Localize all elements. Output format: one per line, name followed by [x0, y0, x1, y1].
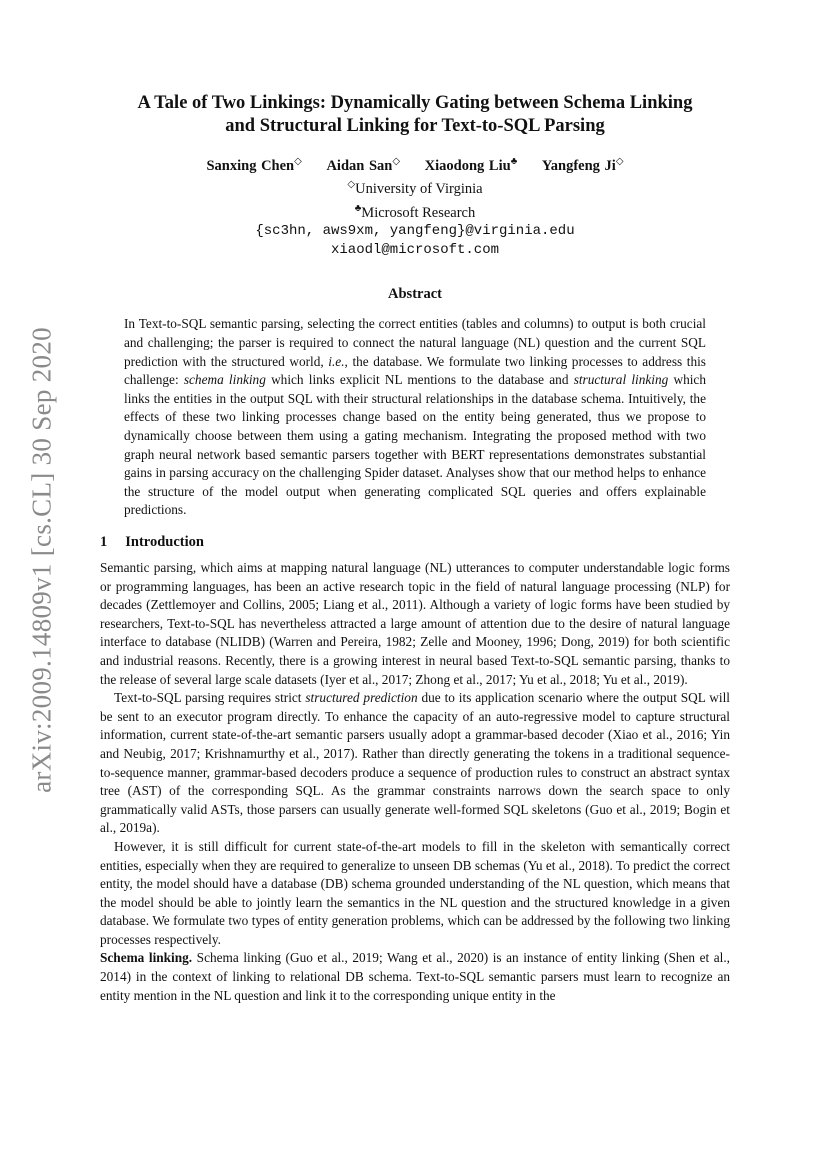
arxiv-identifier: arXiv:2009.14809v1 [cs.CL] 30 Sep 2020 [26, 327, 57, 793]
paper-page [100, 92, 730, 1005]
email-line: xiaodl@microsoft.com [330, 242, 500, 259]
affiliation: ♣Microsoft Research [354, 202, 476, 221]
affiliation: ◇University of Virginia [347, 178, 483, 197]
arxiv-sidebar [22, 327, 62, 793]
title-line-1: A Tale of Two Linkings: Dynamically Gating between Schema Linking [137, 93, 693, 113]
author: Sanxing Chen◇ [206, 156, 302, 174]
paper-title [100, 92, 730, 138]
body-paragraph: Schema linking. Schema linking (Guo et al., 2019; Wang et al., 2020) is an instance of entity linking (Shen et al., 2014) in the context of linking to relational DB schema. Text-to-SQL semantic parsers must learn to recognize an entity mention in the NL question and link it to the corresponding unique entity in the [100, 950, 731, 1003]
section-heading: 1 Introduction [100, 534, 204, 551]
title-line-2: and Structural Linking for Text-to-SQL Parsing [225, 116, 605, 136]
author: Xiaodong Liu♣ [424, 156, 518, 174]
abstract-text: In Text-to-SQL semantic parsing, selecting the correct entities (tables and columns) to output is both crucial and challenging; the parser is required to connect the natural language (NL) question and the current SQL prediction with the structured world, i.e., the database. We formulate two linking processes to address this challenge: schema linking which links explicit NL mentions to the database and structural linking which links the entities in the output SQL with their structural relationships in the database schema. Intuitively, the effects of these two linking processes change based on the entity being generated, thus we propose to dynamically choose between them using a gating mechanism. Integrating the proposed method with two graph neural network based semantic parsers together with BERT representations demonstrates substantial gains in parsing accuracy on the challenging Spider dataset. Analyses show that our method helps to enhance the structure of the model output when generating complicated SQL queries and offers explainable predictions. [124, 316, 706, 518]
body-paragraph: However, it is still difficult for current state-of-the-art models to fill in the skeleton with semantically correct entities, especially when they are required to generalize to unseen DB schemas (Yu et al., 2018). To predict the correct entity, the model should have a database (DB) schema grounded understanding of the NL question, which means that the model should be able to jointly learn the semantics in the NL question and the structured knowledge in a given database. We formulate two types of entity generation problems, which can be addressed by the following two linking processes respectively. [100, 838, 730, 947]
author: Aidan San◇ [326, 156, 401, 174]
email-line: {sc3hn, aws9xm, yangfeng}@virginia.edu [255, 223, 575, 240]
abstract-heading: Abstract [388, 286, 442, 303]
body-paragraph: Semantic parsing, which aims at mapping natural language (NL) utterances to computer understandable logic forms or programming languages, has been an active research topic in the field of natural language processing (NLP) for decades (Zettlemoyer and Collins, 2005; Liang et al., 2011). Although a variety of logic forms have been studied by researchers, Text-to-SQL has nevertheless attracted a large amount of attention due to the desire of natural language interface to database (NLIDB) (Warren and Pereira, 1982; Zelle and Mooney, 1996; Dong, 2019) for both scientific and industrial reasons. Recently, there is a growing interest in neural based Text-to-SQL semantic parsing, thanks to the release of several large scale datasets (Iyer et al., 2017; Zhong et al., 2017; Yu et al., 2018; Yu et al., 2019). [100, 560, 730, 687]
author: Yangfeng Ji◇ [541, 156, 624, 174]
body-paragraph: Text-to-SQL parsing requires strict structured prediction due to its application scenario where the output SQL will be sent to an executor program directly. To enhance the capacity of an auto-regressive model to capture structural information, current state-of-the-art semantic parsers usually adopt a grammar-based decoder (Xiao et al., 2016; Yin and Neubig, 2017; Krishnamurthy et al., 2017). Rather than directly generating the tokens in a traditional sequence-to-sequence manner, grammar-based decoders produce a sequence of production rules to construct an abstract syntax tree (AST) of the corresponding SQL. As the grammar constraints narrows down the search space to only grammatically valid ASTs, those parsers can usually generate well-formed SQL skeletons (Guo et al., 2019; Bogin et al., 2019a). [100, 690, 730, 836]
author-list [100, 156, 730, 175]
